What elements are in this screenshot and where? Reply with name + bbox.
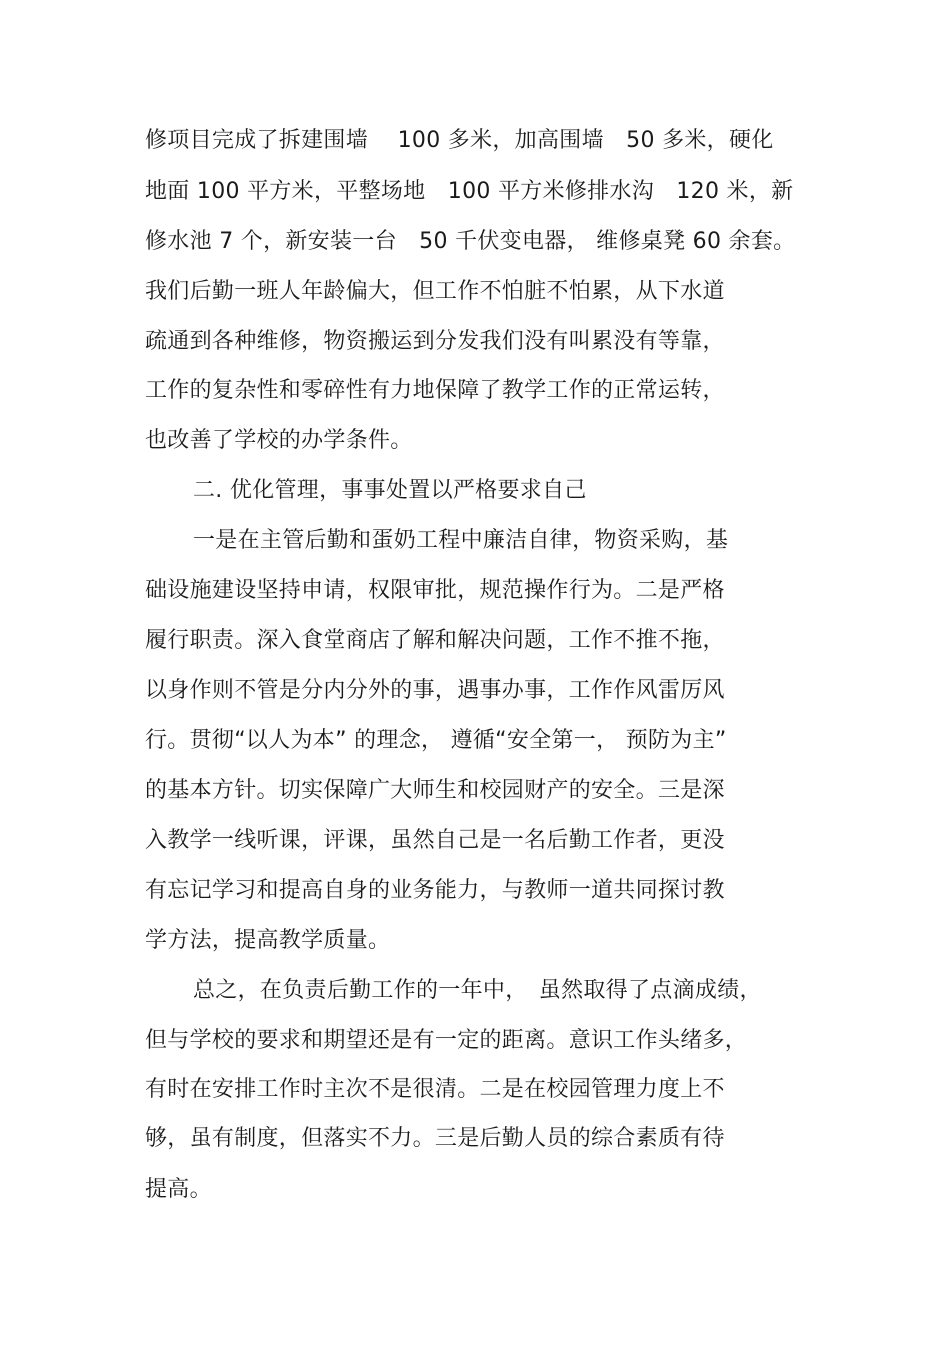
text-line: 入教学一线听课，评课，虽然自己是一名后勤工作者，更没 — [145, 828, 725, 853]
text-line: 疏通到各种维修，物资搬运到分发我们没有叫累没有等靠， — [145, 329, 725, 354]
text-line: 工作的复杂性和零碎性有力地保障了教学工作的正常运转， — [145, 378, 725, 403]
text-line: 修水池 7 个，新安装一台 50 千伏变电器， 维修桌凳 60 余套。 — [145, 229, 796, 254]
text-line: 以身作则不管是分内分外的事，遇事办事，工作作风雷厉风 — [145, 678, 725, 703]
text-line: 履行职责。深入食堂商店了解和解决问题，工作不推不拖， — [145, 628, 725, 653]
text-line: 础设施建设坚持申请，权限审批，规范操作行为。二是严格 — [145, 578, 725, 603]
text-line: 也改善了学校的办学条件。 — [145, 428, 413, 453]
text-line: 但与学校的要求和期望还是有一定的距离。意识工作头绪多， — [145, 1028, 748, 1053]
section-heading: 二. 优化管理，事事处置以严格要求自己 — [193, 478, 587, 503]
text-line: 地面 100 平方米，平整场地 100 平方米修排水沟 120 米，新 — [145, 179, 794, 204]
text-line: 的基本方针。切实保障广大师生和校园财产的安全。三是深 — [145, 778, 725, 803]
text-line: 提高。 — [145, 1177, 212, 1202]
text-line: 修项目完成了拆建围墙 100 多米，加高围墙 50 多米，硬化 — [145, 128, 774, 153]
text-line: 学方法，提高教学质量。 — [145, 928, 391, 953]
text-line: 一是在主管后勤和蛋奶工程中廉洁自律，物资采购，基 — [193, 528, 729, 553]
text-line: 行。贯彻“以人为本” 的理念， 遵循“安全第一， 预防为主” — [145, 728, 727, 753]
text-line: 我们后勤一班人年龄偏大，但工作不怕脏不怕累，从下水道 — [145, 279, 725, 304]
text-line: 有忘记学习和提高自身的业务能力，与教师一道共同探讨教 — [145, 878, 725, 903]
text-line: 总之，在负责后勤工作的一年中， 虽然取得了点滴成绩， — [193, 978, 762, 1003]
text-line: 够，虽有制度，但落实不力。三是后勤人员的综合素质有待 — [145, 1126, 725, 1151]
text-line: 有时在安排工作时主次不是很清。二是在校园管理力度上不 — [145, 1077, 725, 1102]
